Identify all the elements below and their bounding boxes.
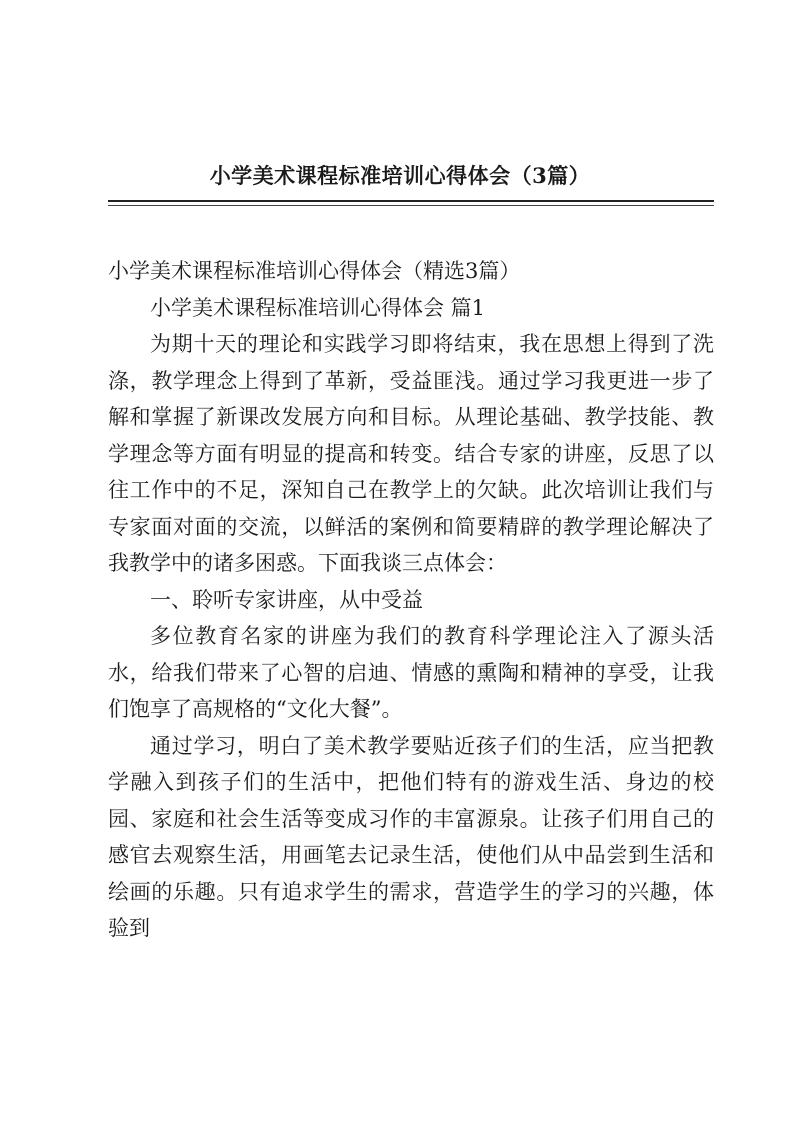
body-paragraph: 为期十天的理论和实践学习即将结束，我在思想上得到了洗涤，教学理念上得到了革新，受益匪浅。通过学习我更进一步了解和掌握了新课改发展方向和目标。从理论基础、教学技能、教学理念等方面有明显的提高和转变。结合专家的讲座，反思了以往工作中的不足，深知自己在教学上的欠缺。此次培训让我们与专家面对面的交流，以鲜活的案例和简要精辟的教学理论解决了我教学中的诸多困惑。下面我谈三点体会：: [108, 332, 714, 575]
subsection-heading: 一、聆听专家讲座，从中受益: [150, 587, 423, 612]
title-underline-thin: [108, 205, 714, 206]
body-paragraph: 多位教育名家的讲座为我们的教育科学理论注入了源头活水，给我们带来了心智的启迪、情感的熏陶和精神的享受，让我们饱享了高规格的“文化大餐”。: [108, 624, 714, 721]
title-underline-thick: [108, 200, 714, 202]
section-heading: 小学美术课程标准培训心得体会 篇1: [150, 295, 486, 320]
subtitle-paragraph: 小学美术课程标准培训心得体会（精选3篇）: [108, 259, 521, 283]
document-body: [108, 253, 714, 947]
body-paragraph: 通过学习，明白了美术教学要贴近孩子们的生活，应当把教学融入到孩子们的生活中，把他们特有的游戏生活、身边的校园、家庭和社会生活等变成习作的丰富源泉。让孩子们用自己的感官去观察生活，用画笔去记录生活，使他们从中品尝到生活和绘画的乐趣。只有追求学生的需求，营造学生的学习的兴趣，体验到: [108, 733, 714, 940]
document-title: 小学美术课程标准培训心得体会（3篇）: [209, 163, 591, 188]
